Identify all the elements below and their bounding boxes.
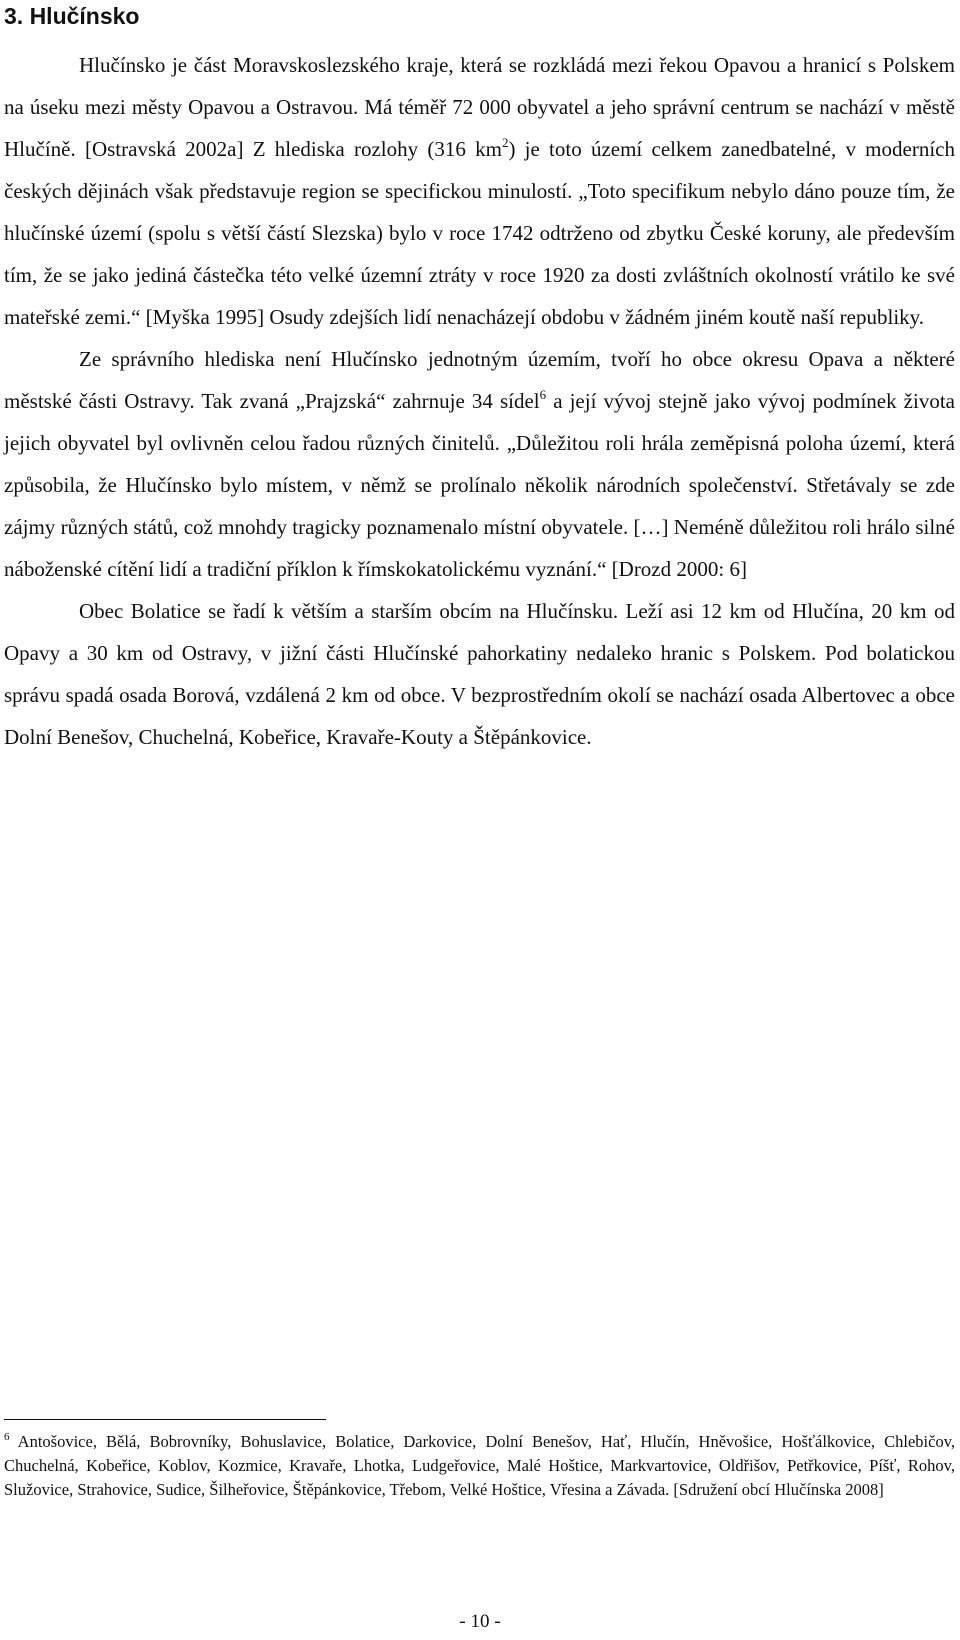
section-heading: 3. Hlučínsko	[4, 3, 140, 29]
paragraph-3: Obec Bolatice se řadí k větším a starším obcím na Hlučínsku. Leží asi 12 km od Hlučína, 20 km od Opavy a 30 km od Ostravy, v jižní části Hlučínské pahorkatiny nedaleko hranic s Polskem. Pod bolatickou správu spadá osada Borová, vzdálená 2 km od obce. V bezprostředním okolí se nachází osada Albertovec a obce Dolní Benešov, Chuchelná, Kobeřice, Kravaře-Kouty a Štěpánkovice.	[4, 599, 955, 749]
page-number: - 10 -	[459, 1611, 501, 1632]
paragraph-2	[4, 338, 955, 590]
footnote-separator	[4, 1419, 326, 1420]
footnote-marker: 6	[4, 1431, 10, 1443]
paragraph-1	[4, 44, 955, 338]
paragraph-1-part-b: ) je toto území celkem zanedbatelné, v moderních českých dějinách však představuje region se specifickou minulostí. „Toto specifikum nebylo dáno pouze tím, že hlučínské území (spolu s větší částí Slezska) bylo v roce 1742 odtrženo od zbytku České koruny, ale především tím, že se jako jediná částečka této velké územní ztráty v roce 1920 za dosti zvláštních okolností vrátilo ke své mateřské zemi.“ [Myška 1995] Osudy zdejších lidí nenacházejí obdobu v žádném jiném koutě naší republiky.	[4, 137, 955, 329]
paragraph-1-part-a: Hlučínsko je část Moravskoslezského kraje, která se rozkládá mezi řekou Opavou a hranicí s Polskem na úseku mezi městy Opavou a Ostravou. Má téměř 72 000 obyvatel a jeho správní centrum se nachází v městě Hlučíně. [Ostravská 2002a] Z hlediska rozlohy (316 km	[4, 53, 955, 161]
paragraph-2-part-b: a její vývoj stejně jako vývoj podmínek života jejich obyvatel byl ovlivněn celou řadou různých činitelů. „Důležitou roli hrála zeměpisná poloha území, která způsobila, že Hlučínsko bylo místem, v němž se prolínalo několik národních společenství. Střetávaly se zde zájmy různých států, což mnohdy tragicky poznamenalo místní obyvatele. […] Neméně důležitou roli hrálo silné náboženské cítění lidí a tradiční příklon k římskokatolickému vyznání.“ [Drozd 2000: 6]	[4, 389, 955, 581]
body-text	[4, 44, 955, 758]
footnote-text: Antošovice, Bělá, Bobrovníky, Bohuslavice, Bolatice, Darkovice, Dolní Benešov, Hať, Hlučín, Hněvošice, Hošťálkovice, Chlebičov, Chuchelná, Kobeřice, Koblov, Kozmice, Kravaře, Lhotka, Ludgeřovice, Malé Hoštice, Markvartovice, Oldřišov, Petřkovice, Píšť, Rohov, Služovice, Strahovice, Sudice, Šilheřovice, Štěpánkovice, Třebom, Velké Hoštice, Vřesina a Závada. [Sdružení obcí Hlučínska 2008]	[4, 1432, 955, 1499]
footnote-reference[interactable]: 6	[539, 387, 547, 402]
paragraph-2-part-a: Ze správního hlediska není Hlučínsko jednotným územím, tvoří ho obce okresu Opava a některé městské části Ostravy. Tak zvaná „Prajzská“ zahrnuje 34 sídel	[4, 347, 955, 413]
superscript-km2: 2	[501, 135, 509, 150]
footnote	[4, 1430, 955, 1502]
